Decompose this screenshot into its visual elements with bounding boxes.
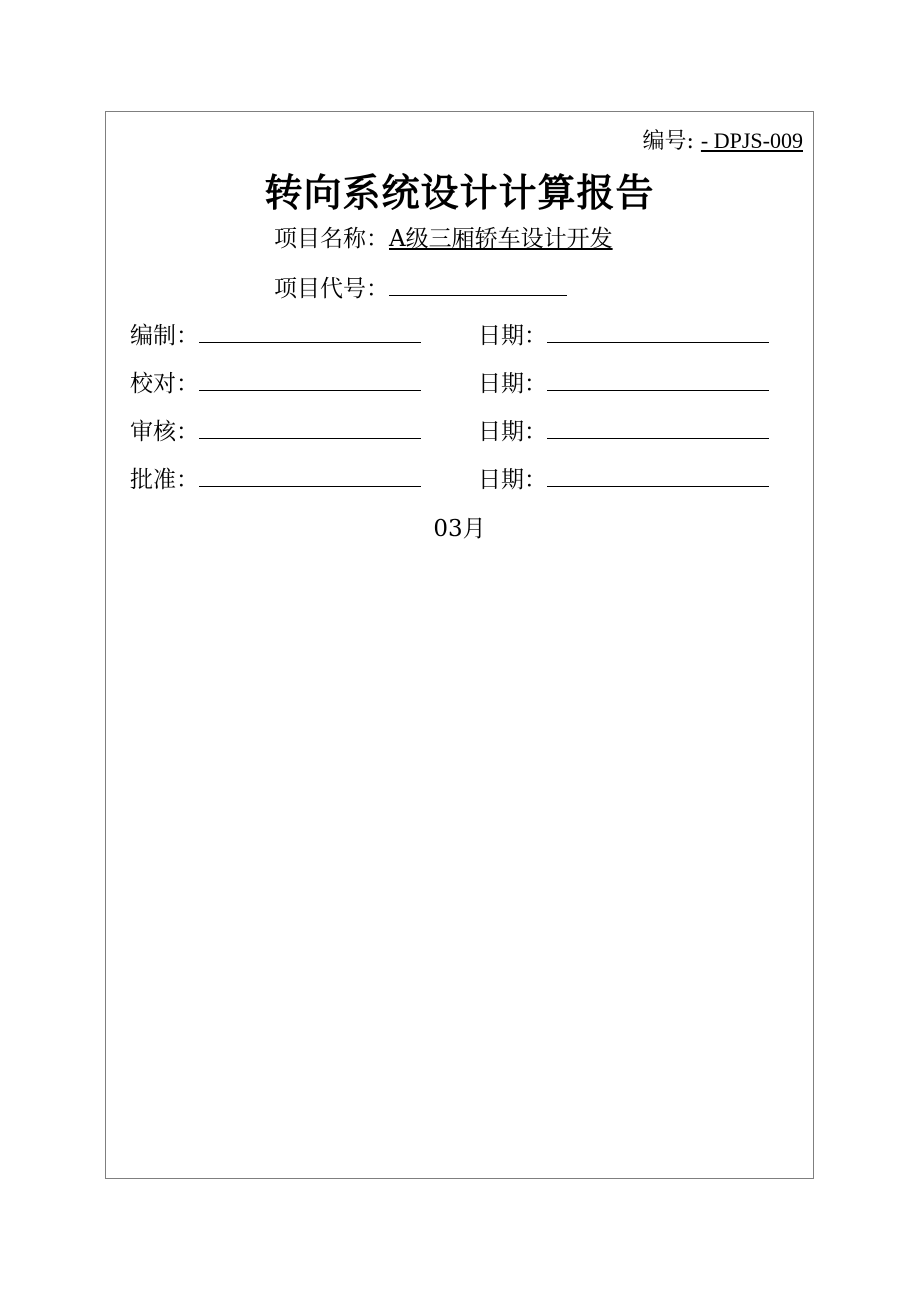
signature-date-label: 日期： — [478, 419, 547, 445]
signature-date-label: 日期： — [478, 371, 547, 397]
document-number-label: 编号: — [642, 129, 701, 154]
signature-role-label: 审核： — [130, 419, 199, 445]
document-page — [105, 111, 814, 1179]
signature-date — [478, 413, 769, 446]
date-blank[interactable] — [547, 372, 769, 391]
signature-role — [130, 365, 421, 398]
signature-date-label: 日期： — [478, 323, 547, 349]
signature-date — [478, 365, 769, 398]
document-number — [643, 124, 803, 155]
signature-date-label: 日期： — [478, 467, 547, 493]
date-blank[interactable] — [547, 468, 769, 487]
signature-blank[interactable] — [199, 420, 421, 439]
signature-role — [130, 413, 421, 446]
project-code-row — [274, 270, 567, 303]
signature-role — [130, 317, 421, 350]
date-blank[interactable] — [547, 324, 769, 343]
document-date: 03月 — [433, 516, 486, 542]
signature-role-label: 批准： — [130, 467, 199, 493]
signature-blank[interactable] — [199, 372, 421, 391]
signature-role — [130, 461, 421, 494]
project-code-blank[interactable] — [389, 277, 567, 296]
project-code-label: 项目代号： — [274, 276, 389, 302]
signature-role-label: 编制： — [130, 323, 199, 349]
signature-blank[interactable] — [199, 468, 421, 487]
document-number-value: - DPJS-009 — [700, 128, 803, 153]
document-title: 转向系统设计计算报告 — [264, 170, 655, 215]
project-name-value: A级三厢轿车设计开发 — [389, 226, 613, 252]
signature-blank[interactable] — [199, 324, 421, 343]
project-name-row — [274, 220, 613, 253]
signature-role-label: 校对： — [130, 371, 199, 397]
date-blank[interactable] — [547, 420, 769, 439]
project-name-label: 项目名称： — [274, 226, 389, 252]
signature-date — [478, 317, 769, 350]
signature-date — [478, 461, 769, 494]
